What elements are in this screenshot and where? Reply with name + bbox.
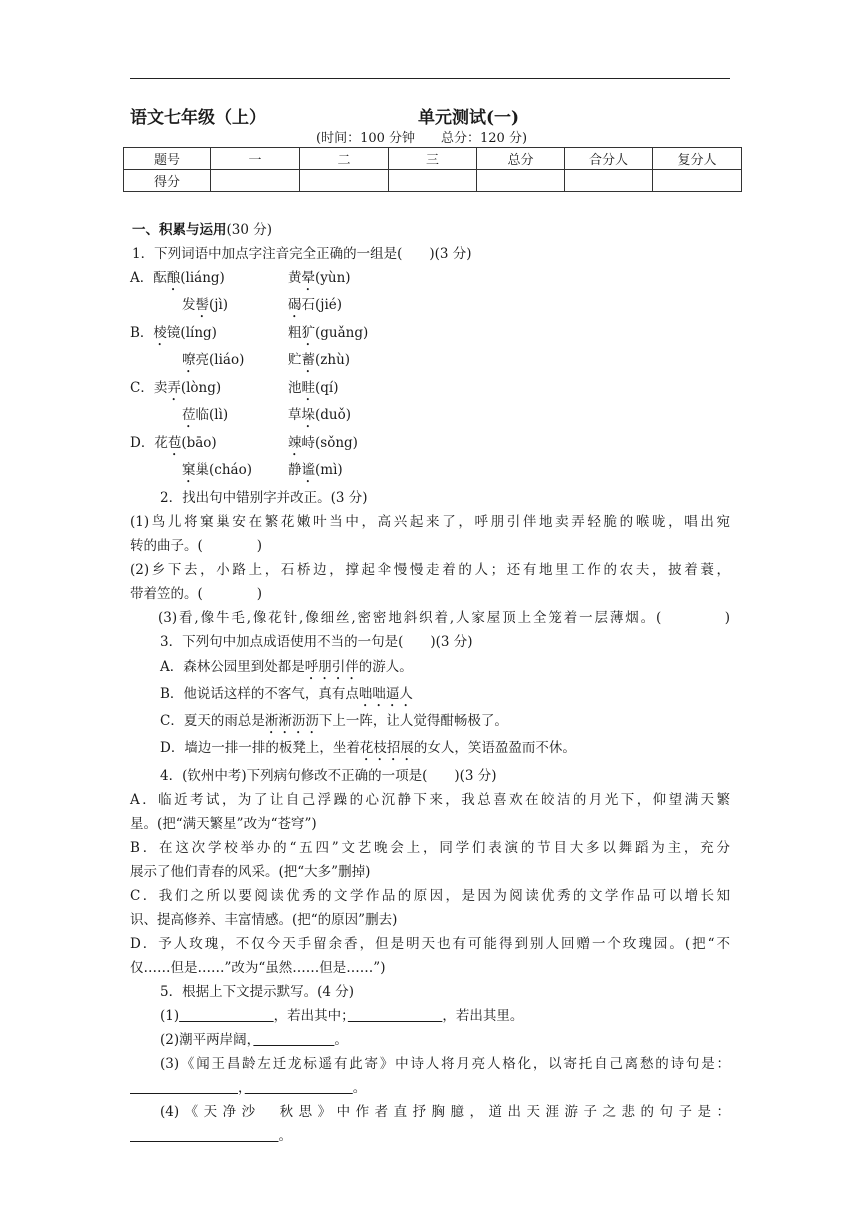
top-rule [130, 78, 730, 79]
q1-option-c-line2: 莅临(lì) [182, 407, 229, 423]
q3-option-c: C．夏天的雨总是淅淅沥沥下上一阵，让人觉得酣畅极了。 [160, 713, 508, 729]
q5-item-2: (2)潮平两岸阔， 。 [160, 1032, 348, 1048]
q1-option-c-word2: 池畦(qí) [288, 380, 339, 396]
table-cell: 得分 [124, 170, 211, 192]
q3-option-b: B．他说话这样的不客气，真有点咄咄逼人 [160, 686, 413, 702]
answer-blank[interactable] [245, 1080, 353, 1096]
answer-blank[interactable] [130, 1080, 238, 1096]
q1-option-b-line2: 嘹亮(liáo) [182, 352, 245, 368]
score-table-score-row [124, 170, 742, 192]
q2-sentence-2: (2)乡下去，小路上，石桥边，撑起伞慢慢走着的人；还有地里工作的农夫，披着蓑， [130, 562, 730, 578]
q5-item-3-blanks: ， 。 [130, 1076, 366, 1096]
q1-option-c: C．卖弄(lòng) [130, 380, 222, 396]
q5-item-4: (4)《天净沙 秋思》中作者直抒胸臆，道出天涯游子之悲的句子是： [160, 1104, 730, 1120]
q1-option-a-word2: 黄晕(yùn) [288, 270, 351, 286]
score-input-cell[interactable] [300, 170, 389, 192]
score-input-cell[interactable] [477, 170, 565, 192]
score-table [123, 147, 742, 192]
answer-blank[interactable] [130, 1128, 279, 1144]
q1-option-a: A．酝酿(liáng) [130, 270, 225, 286]
question-2-stem: 2．找出句中错别字并改正。(3 分) [160, 490, 368, 506]
q4-option-a: A．临近考试，为了让自己浮躁的心沉静下来，我总喜欢在皎洁的月光下，仰望满天繁 [130, 792, 730, 808]
table-cell: 二 [300, 148, 389, 170]
table-cell: 三 [389, 148, 477, 170]
q4-option-b-cont: 展示了他们青春的风采。(把“大多”删掉) [130, 864, 371, 880]
answer-blank[interactable] [253, 1032, 334, 1048]
score-table-header-row [124, 148, 742, 170]
q1-option-b: B．棱镜(líng) [130, 325, 217, 341]
q2-sentence-1: (1)鸟儿将窠巢安在繁花嫩叶当中，高兴起来了，呼朋引伴地卖弄轻脆的喉咙，唱出宛 [130, 514, 730, 530]
answer-blank[interactable] [179, 1008, 274, 1024]
question-4-stem: 4．(钦州中考)下列病句修改不正确的一项是( )(3 分) [160, 768, 497, 784]
q1-option-d-word2: 竦峙(sǒng) [288, 435, 358, 451]
q1-option-c-line2-word2: 草垛(duǒ) [288, 407, 351, 423]
q4-option-c: C．我们之所以要阅读优秀的文学作品的原因，是因为阅读优秀的文学作品可以增长知 [130, 888, 730, 904]
subject-title: 语文七年级（上） [130, 108, 266, 128]
score-input-cell[interactable] [565, 170, 653, 192]
table-cell: 总分 [477, 148, 565, 170]
score-input-cell[interactable] [653, 170, 742, 192]
q1-option-d: D．花苞(bāo) [130, 435, 217, 451]
q5-item-1: (1) ，若出其中； ，若出其里。 [160, 1008, 524, 1024]
q1-option-a-line2: 发髻(jì) [182, 297, 229, 313]
q5-item-3: (3)《闻王昌龄左迁龙标遥有此寄》中诗人将月亮人格化，以寄托自己离愁的诗句是： [160, 1056, 730, 1072]
table-cell: 复分人 [653, 148, 742, 170]
question-5-stem: 5．根据上下文提示默写。(4 分) [160, 984, 355, 1000]
score-input-cell[interactable] [211, 170, 300, 192]
q4-option-b: B．在这次学校举办的“五四”文艺晚会上，同学们表演的节目大多以舞蹈为主，充分 [130, 840, 730, 856]
q2-sentence-1-cont: 转的曲子。( ) [130, 538, 263, 554]
q1-option-b-word2: 粗犷(guǎng) [288, 325, 369, 341]
table-cell: 题号 [124, 148, 211, 170]
section-title: 一、积累与运用(30 分) [132, 222, 273, 238]
q3-option-d: D．墙边一排一排的板凳上，坐着花枝招展的女人，笑语盈盈而不休。 [160, 740, 576, 756]
q4-option-a-cont: 星。(把“满天繁星”改为“苍穹”) [130, 816, 317, 832]
question-3-stem: 3．下列句中加点成语使用不当的一句是( )(3 分) [160, 634, 473, 650]
table-cell: 合分人 [565, 148, 653, 170]
q1-option-d-line2-word2: 静谧(mì) [288, 462, 343, 478]
q3-option-a: A．森林公园里到处都是呼朋引伴的游人。 [160, 659, 413, 675]
test-title: 单元测试(一) [418, 108, 520, 128]
question-1-stem: 1．下列词语中加点字注音完全正确的一组是( )(3 分) [132, 246, 472, 262]
q5-item-4-blank: 。 [130, 1124, 292, 1144]
score-input-cell[interactable] [389, 170, 477, 192]
q1-option-b-line2-word2: 贮蓄(zhù) [288, 352, 351, 368]
q2-sentence-2-cont: 带着笠的。( ) [130, 586, 263, 602]
answer-blank[interactable] [348, 1008, 443, 1024]
q4-option-d: D．予人玫瑰，不仅今天手留余香，但是明天也有可能得到别人回赠一个玫瑰园。(把“不 [130, 936, 730, 952]
q4-option-c-cont: 识、提高修养、丰富情感。(把“的原因”删去) [130, 912, 398, 928]
q1-option-d-line2: 窠巢(cháo) [182, 462, 252, 478]
q2-sentence-3: (3)看,像牛毛,像花针,像细丝,密密地斜织着,人家屋顶上全笼着一层薄烟。( ) [158, 610, 730, 626]
q1-option-a-line2-word2: 碣石(jié) [288, 297, 343, 313]
q4-option-d-cont: 仅……但是……”改为“虽然……但是……”) [130, 960, 386, 976]
test-info: (时间：100 分钟 总分：120 分) [316, 131, 528, 146]
table-cell: 一 [211, 148, 300, 170]
